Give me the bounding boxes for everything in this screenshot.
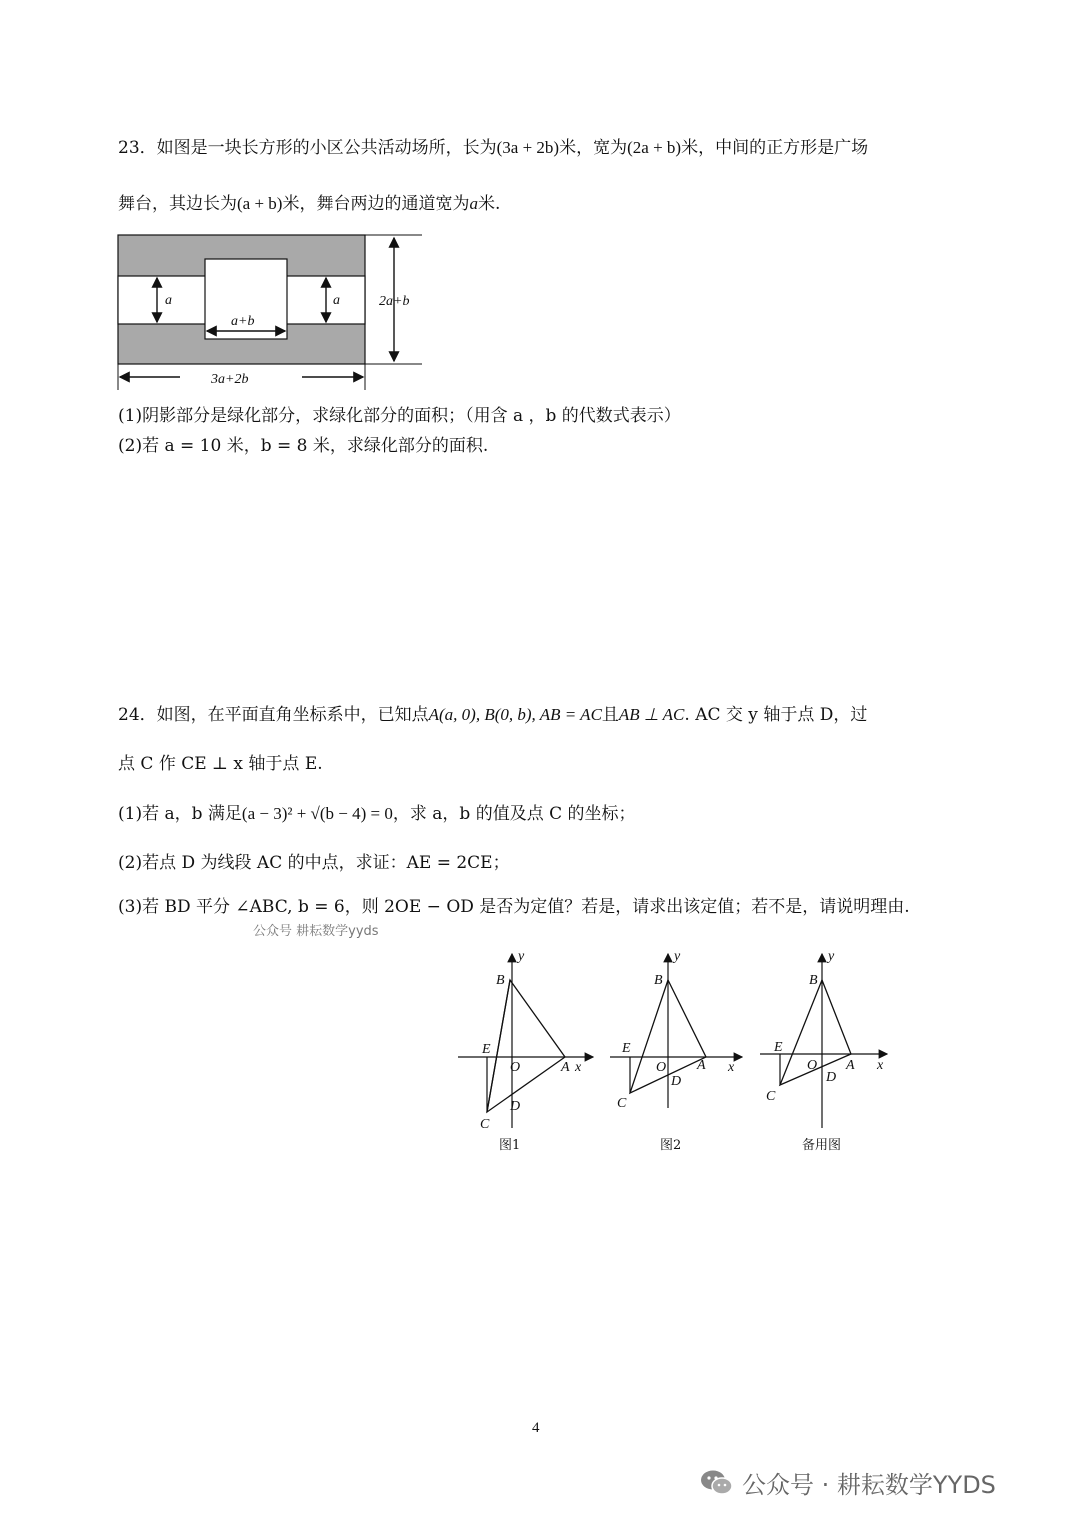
caption-fig1: 图1 bbox=[499, 1138, 521, 1153]
q24-line1: 24．如图，在平面直角坐标系中，已知点A(a, 0), B(0, b), AB = AC且AB ⊥ AC. AC 交 y 轴于点 D，过 bbox=[118, 705, 868, 725]
wechat-icon bbox=[700, 1469, 734, 1497]
q24-subquestion-2: (2)若点 D 为线段 AC 的中点，求证：AE = 2CE； bbox=[118, 853, 510, 873]
svg-text:A: A bbox=[846, 1058, 855, 1073]
svg-text:O: O bbox=[807, 1058, 818, 1073]
q24-subquestion-3: (3)若 BD 平分 ∠ABC, b = 6，则 2OE − OD 是否为定值？若是，请求出该定值；若不是，请说明理由. bbox=[118, 897, 910, 917]
footer-text: 公众号 · 耕耘数学YYDS bbox=[742, 1471, 996, 1499]
svg-text:y: y bbox=[518, 949, 525, 964]
svg-text:B: B bbox=[809, 973, 818, 988]
svg-text:C: C bbox=[766, 1089, 776, 1104]
svg-text:x: x bbox=[877, 1058, 884, 1073]
figure-1 bbox=[458, 949, 593, 1153]
page-number: 4 bbox=[532, 1420, 540, 1436]
svg-text:D: D bbox=[826, 1070, 837, 1085]
q24-points-expr: A(a, 0), B(0, b), AB = AC bbox=[428, 705, 602, 724]
q23-line2: 舞台，其边长为(a + b)米，舞台两边的通道宽为a米. bbox=[118, 194, 501, 214]
svg-text:A: A bbox=[561, 1060, 570, 1075]
q24-perp-expr: AB ⊥ AC bbox=[618, 705, 685, 724]
svg-text:x: x bbox=[728, 1060, 735, 1075]
svg-text:A: A bbox=[697, 1058, 706, 1073]
q24-condition-expr: (a − 3)² + √(b − 4) = 0 bbox=[241, 804, 393, 823]
figure-2 bbox=[610, 949, 742, 1153]
q23-length-expr: (3a + 2b) bbox=[496, 138, 560, 157]
svg-text:y: y bbox=[674, 949, 681, 964]
svg-text:E: E bbox=[622, 1041, 631, 1056]
q24-figures bbox=[450, 948, 900, 1158]
q23-width-expr: (2a + b) bbox=[627, 138, 682, 157]
caption-fig2: 图2 bbox=[660, 1138, 682, 1153]
q23-line1: 23．如图是一块长方形的小区公共活动场所，长为(3a + 2b)米，宽为(2a + b)米，中间的正方形是广场 bbox=[118, 138, 869, 158]
fig-label-height: 2a+b bbox=[379, 294, 410, 309]
q24-subquestion-1: (1)若 a，b 满足(a − 3)² + √(b − 4) = 0，求 a，b 的值及点 C 的坐标； bbox=[118, 804, 636, 824]
svg-text:O: O bbox=[510, 1060, 521, 1075]
watermark-text: 公众号 耕耘数学yyds bbox=[253, 924, 379, 939]
footer-brand bbox=[700, 1465, 996, 1500]
q23-figure bbox=[110, 228, 430, 394]
caption-spare: 备用图 bbox=[802, 1138, 842, 1153]
q24-line2: 点 C 作 CE ⊥ x 轴于点 E. bbox=[118, 754, 323, 774]
svg-text:C: C bbox=[480, 1117, 490, 1132]
svg-text:D: D bbox=[510, 1099, 521, 1114]
q23-subquestion-1: (1)阴影部分是绿化部分，求绿化部分的面积；（用含 a ，b 的代数式表示） bbox=[118, 406, 681, 426]
fig-label-a-plus-b: a+b bbox=[231, 314, 255, 329]
svg-text:O: O bbox=[656, 1060, 667, 1075]
q23-side-expr: (a + b) bbox=[237, 194, 283, 213]
svg-text:D: D bbox=[671, 1074, 682, 1089]
svg-text:B: B bbox=[654, 973, 663, 988]
svg-text:y: y bbox=[828, 949, 835, 964]
svg-text:x: x bbox=[575, 1060, 582, 1075]
q23-subquestion-2: (2)若 a = 10 米，b = 8 米，求绿化部分的面积. bbox=[118, 436, 489, 456]
fig-label-a-left: a bbox=[165, 293, 172, 308]
fig-label-width: 3a+2b bbox=[211, 372, 249, 387]
svg-text:B: B bbox=[496, 973, 505, 988]
svg-text:E: E bbox=[482, 1042, 491, 1057]
svg-text:C: C bbox=[617, 1096, 627, 1111]
svg-text:E: E bbox=[774, 1040, 783, 1055]
fig-label-a-right: a bbox=[333, 293, 340, 308]
figure-spare bbox=[760, 949, 887, 1153]
